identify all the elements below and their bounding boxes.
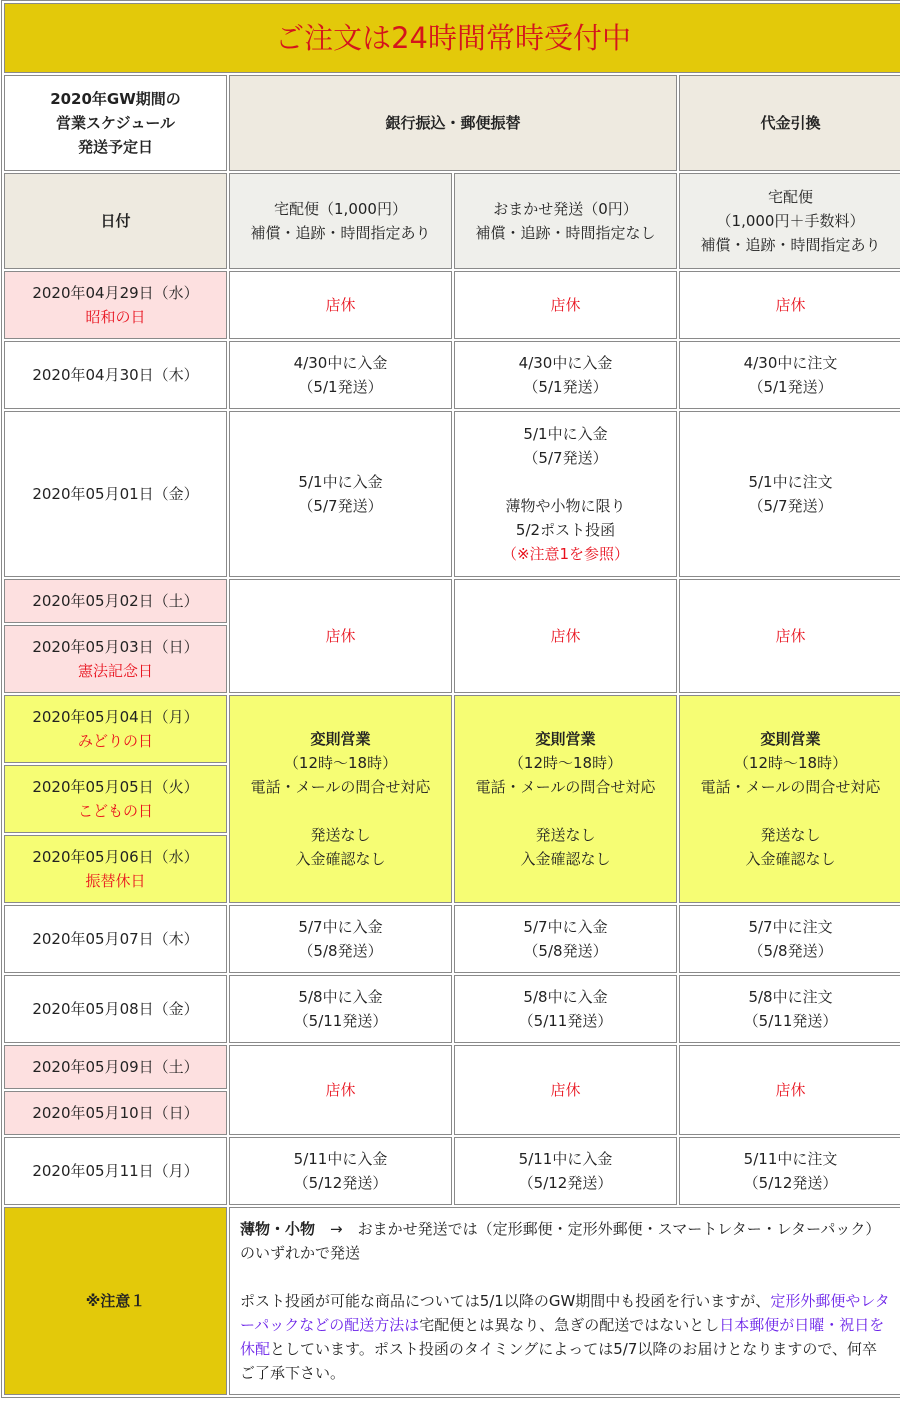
cell-line: 5/11中に注文 — [743, 1150, 838, 1168]
cell-line: 5/8中に入金 — [523, 988, 608, 1006]
special-title: 変則営業 — [760, 730, 821, 748]
note-body — [229, 1207, 900, 1395]
closed-cell: 店休 — [229, 1045, 452, 1135]
cell-line: （12時～18時） — [283, 754, 398, 772]
holiday-name: 昭和の日 — [85, 308, 146, 326]
cell-line: 5/7中に注文 — [748, 918, 833, 936]
date-text: 2020年04月29日（水） — [32, 284, 199, 302]
cell-line: （5/12発送） — [743, 1174, 838, 1192]
cell-line: 5/8中に入金 — [298, 988, 383, 1006]
schedule-cell — [454, 411, 677, 577]
special-hours-cell — [679, 695, 900, 903]
date-cell: 2020年05月02日（土） — [4, 579, 227, 623]
schedule-cell — [229, 975, 452, 1043]
holiday-name: 振替休日 — [85, 872, 146, 890]
date-cell: 2020年04月30日（木） — [4, 341, 227, 409]
cell-line: 5/1中に入金 — [523, 425, 608, 443]
schedule-title-line: 発送予定日 — [77, 138, 153, 156]
closed-cell: 店休 — [679, 271, 900, 339]
date-text: 2020年05月06日（水） — [32, 848, 199, 866]
note-highlight: 定形外郵便やレターパックなどの配送方法は — [240, 1292, 890, 1334]
special-hours-cell — [229, 695, 452, 903]
cell-line: 5/7中に入金 — [523, 918, 608, 936]
date-cell: 2020年05月08日（金） — [4, 975, 227, 1043]
col-header-line: 補償・追跡・時間指定あり — [700, 236, 881, 254]
cell-line: （5/11発送） — [518, 1012, 613, 1030]
cell-line: （5/1発送） — [523, 378, 608, 396]
date-text: 2020年05月05日（火） — [32, 778, 199, 796]
cell-line: （5/8発送） — [298, 942, 383, 960]
date-cell — [4, 625, 227, 693]
closed-cell: 店休 — [229, 579, 452, 693]
col-header-line: 宅配便（1,000円） — [274, 200, 407, 218]
cell-line: （12時～18時） — [733, 754, 848, 772]
bank-transfer-header: 銀行振込・郵便振替 — [229, 75, 677, 171]
note-line-1 — [240, 1217, 891, 1265]
special-title: 変則営業 — [535, 730, 596, 748]
cell-line: 5/2ポスト投函 — [515, 521, 616, 539]
schedule-cell — [454, 341, 677, 409]
schedule-cell — [679, 411, 900, 577]
special-title: 変則営業 — [310, 730, 371, 748]
schedule-cell — [229, 905, 452, 973]
cell-line: 発送なし — [535, 826, 596, 844]
cell-line: （5/8発送） — [523, 942, 608, 960]
closed-cell: 店休 — [679, 579, 900, 693]
cell-line: 4/30中に注文 — [743, 354, 838, 372]
cell-line: （5/8発送） — [748, 942, 833, 960]
schedule-cell — [679, 905, 900, 973]
cell-line: （5/1発送） — [748, 378, 833, 396]
cod-header: 代金引換 — [679, 75, 900, 171]
holiday-name: 憲法記念日 — [77, 662, 153, 680]
schedule-cell — [229, 411, 452, 577]
col-header-line: （1,000円＋手数料） — [716, 212, 865, 230]
schedule-cell — [679, 975, 900, 1043]
schedule-cell — [679, 341, 900, 409]
note-item-label: 薄物・小物 — [240, 1220, 316, 1238]
cell-line: （5/11発送） — [293, 1012, 388, 1030]
cell-line: 5/11中に入金 — [518, 1150, 613, 1168]
note-label: ※注意１ — [4, 1207, 227, 1395]
cell-line: 電話・メールの問合せ対応 — [250, 778, 431, 796]
cell-line: （5/12発送） — [293, 1174, 388, 1192]
closed-cell: 店休 — [454, 1045, 677, 1135]
order-banner: ご注文は24時間常時受付中 — [4, 3, 900, 73]
closed-cell: 店休 — [454, 271, 677, 339]
date-cell — [4, 835, 227, 903]
date-text: 2020年05月04日（月） — [32, 708, 199, 726]
col-header-line: 宅配便 — [768, 188, 814, 206]
note-highlight: 日本郵便が日曜・祝日を休配 — [240, 1316, 885, 1358]
cell-line: 4/30中に入金 — [518, 354, 613, 372]
cell-line: 5/11中に入金 — [293, 1150, 388, 1168]
note-text: としています。ポスト投函のタイミングによっては5/7以降のお届けとなりますので、何卒ご了承下さい。 — [240, 1340, 878, 1382]
note-text: ポスト投函が可能な商品については5/1以降のGW期間中も投函を行いますが、 — [240, 1292, 771, 1310]
cell-line: （5/11発送） — [743, 1012, 838, 1030]
col-courier-header — [229, 173, 452, 269]
cell-line: 薄物や小物に限り — [505, 497, 626, 515]
schedule-cell — [679, 1137, 900, 1205]
col-header-line: おまかせ発送（0円） — [493, 200, 638, 218]
cell-line: 入金確認なし — [295, 850, 386, 868]
cell-line: 電話・メールの問合せ対応 — [700, 778, 881, 796]
closed-cell: 店休 — [679, 1045, 900, 1135]
cell-line: （5/1発送） — [298, 378, 383, 396]
cell-line: 5/1中に注文 — [748, 473, 833, 491]
closed-cell: 店休 — [454, 579, 677, 693]
cell-line: 入金確認なし — [520, 850, 611, 868]
schedule-cell — [229, 1137, 452, 1205]
date-cell — [4, 271, 227, 339]
schedule-title-line: 2020年GW期間の — [50, 90, 181, 108]
cell-line: 発送なし — [310, 826, 371, 844]
gw-schedule-table — [1, 0, 900, 1398]
schedule-cell — [454, 975, 677, 1043]
cell-line: 5/1中に入金 — [298, 473, 383, 491]
date-cell: 2020年05月07日（木） — [4, 905, 227, 973]
holiday-name: みどりの日 — [77, 732, 153, 750]
cell-line: （5/7発送） — [298, 497, 383, 515]
schedule-cell — [454, 1137, 677, 1205]
cell-line: 電話・メールの問合せ対応 — [475, 778, 656, 796]
cell-line: 4/30中に入金 — [293, 354, 388, 372]
date-cell: 2020年05月09日（土） — [4, 1045, 227, 1089]
date-text: 2020年05月03日（日） — [32, 638, 199, 656]
date-cell: 2020年05月11日（月） — [4, 1137, 227, 1205]
cell-line: 入金確認なし — [745, 850, 836, 868]
closed-cell: 店休 — [229, 271, 452, 339]
note-text: 宅配便とは異なり、急ぎの配送ではないとし — [419, 1316, 720, 1334]
schedule-title-cell — [4, 75, 227, 171]
date-header: 日付 — [4, 173, 227, 269]
col-omakase-header — [454, 173, 677, 269]
date-cell: 2020年05月01日（金） — [4, 411, 227, 577]
cell-line: 5/7中に入金 — [298, 918, 383, 936]
date-cell — [4, 765, 227, 833]
col-header-line: 補償・追跡・時間指定なし — [475, 224, 656, 242]
schedule-cell — [454, 905, 677, 973]
cell-line: （5/7発送） — [523, 449, 608, 467]
holiday-name: こどもの日 — [77, 802, 153, 820]
note-paragraph — [240, 1289, 891, 1385]
cell-line: （5/7発送） — [748, 497, 833, 515]
schedule-title-line: 営業スケジュール — [55, 114, 176, 132]
cell-line: 発送なし — [760, 826, 821, 844]
col-header-line: 補償・追跡・時間指定あり — [250, 224, 431, 242]
special-hours-cell — [454, 695, 677, 903]
cell-line: 5/8中に注文 — [748, 988, 833, 1006]
cell-line: （12時～18時） — [508, 754, 623, 772]
date-cell — [4, 695, 227, 763]
cell-line: （5/12発送） — [518, 1174, 613, 1192]
schedule-cell — [229, 341, 452, 409]
date-cell: 2020年05月10日（日） — [4, 1091, 227, 1135]
note-item-text: → おまかせ発送では（定形郵便・定形外郵便・スマートレター・レターパック）のいずれかで発送 — [240, 1220, 881, 1262]
col-cod-header — [679, 173, 900, 269]
note-reference: （※注意1を参照） — [501, 545, 630, 563]
